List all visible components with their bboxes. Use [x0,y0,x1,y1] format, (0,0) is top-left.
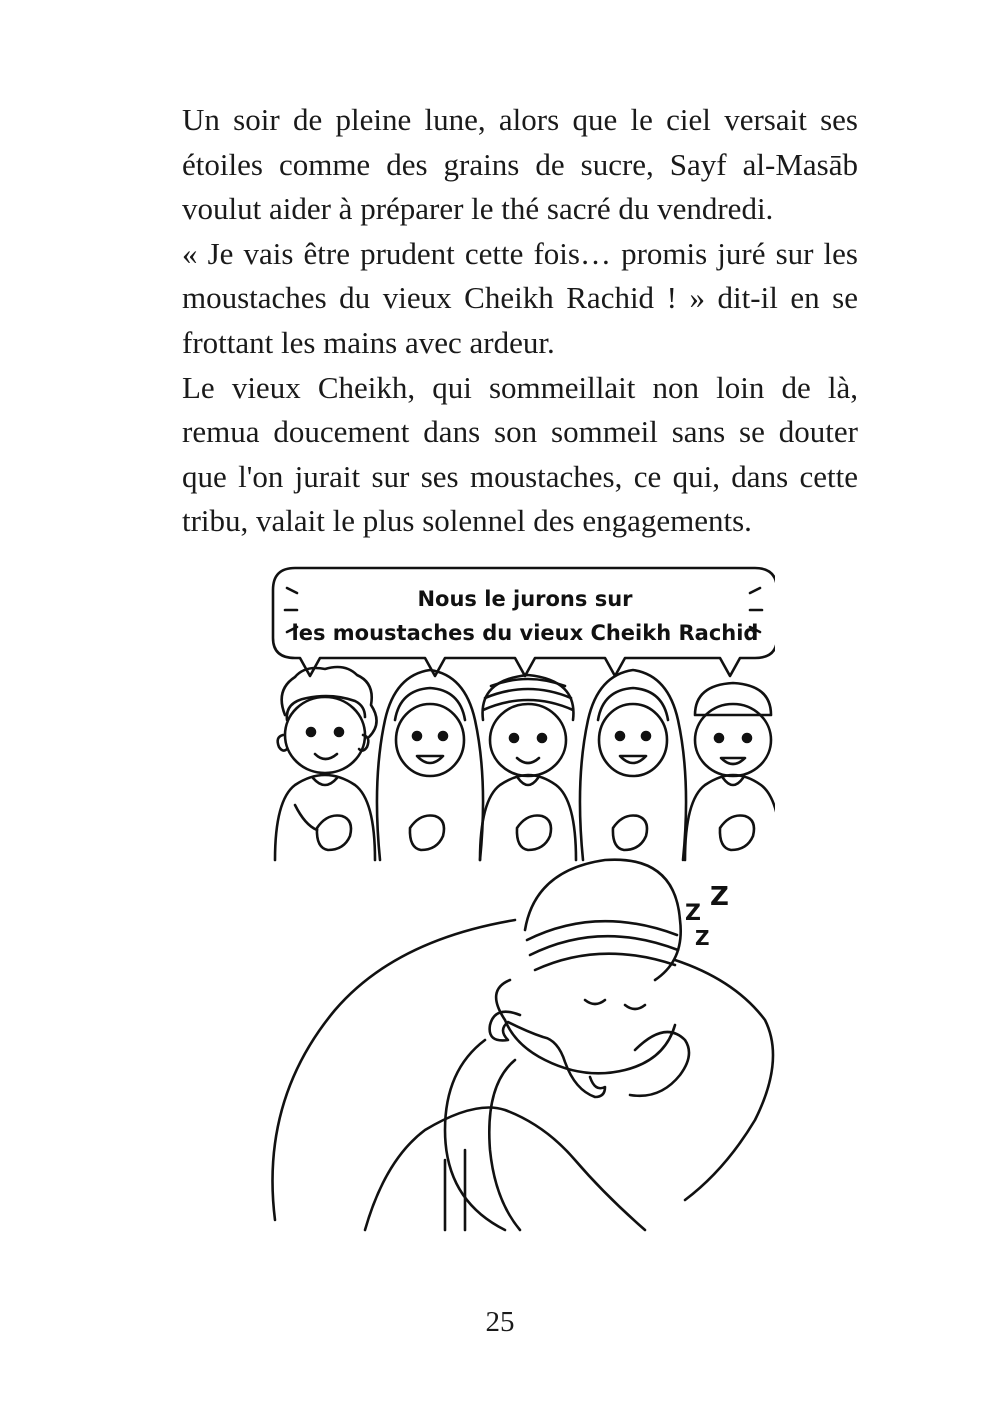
child-2 [377,670,483,860]
snore-z-3: Z [695,926,710,950]
speech-bubble-line-1: Nous le jurons sur [417,587,633,611]
child-4 [580,670,686,860]
story-paragraph-2: « Je vais être prudent cette fois… promis juré sur les moustaches du vieux Cheikh Rachid ! » dit-il en se frottant les mains avec ardeur. [182,235,858,360]
page-number: 25 [485,1306,515,1338]
story-text [182,98,858,544]
child-1 [275,667,377,860]
child-5 [685,683,775,860]
child-3 [480,675,576,860]
speech-bubble-line-2: les moustaches du vieux Cheikh Rachid [291,621,759,645]
snore-z-1: Z [710,882,729,912]
snore-z-2: Z [685,901,701,926]
story-paragraph-3: Le vieux Cheikh, qui sommeillait non loin de là, remua doucement dans son sommeil sans se douter que l'on jurait sur ses moustaches, ce qui, dans cette tribu, valait le plus solennel des engagements. [182,369,858,539]
story-paragraph-1: Un soir de pleine lune, alors que le ciel versait ses étoiles comme des grains de sucre, Sayf al-Masāb voulut aider à préparer le thé sacré du vendredi. [182,102,858,227]
children-swearing-illustration [255,560,775,1250]
